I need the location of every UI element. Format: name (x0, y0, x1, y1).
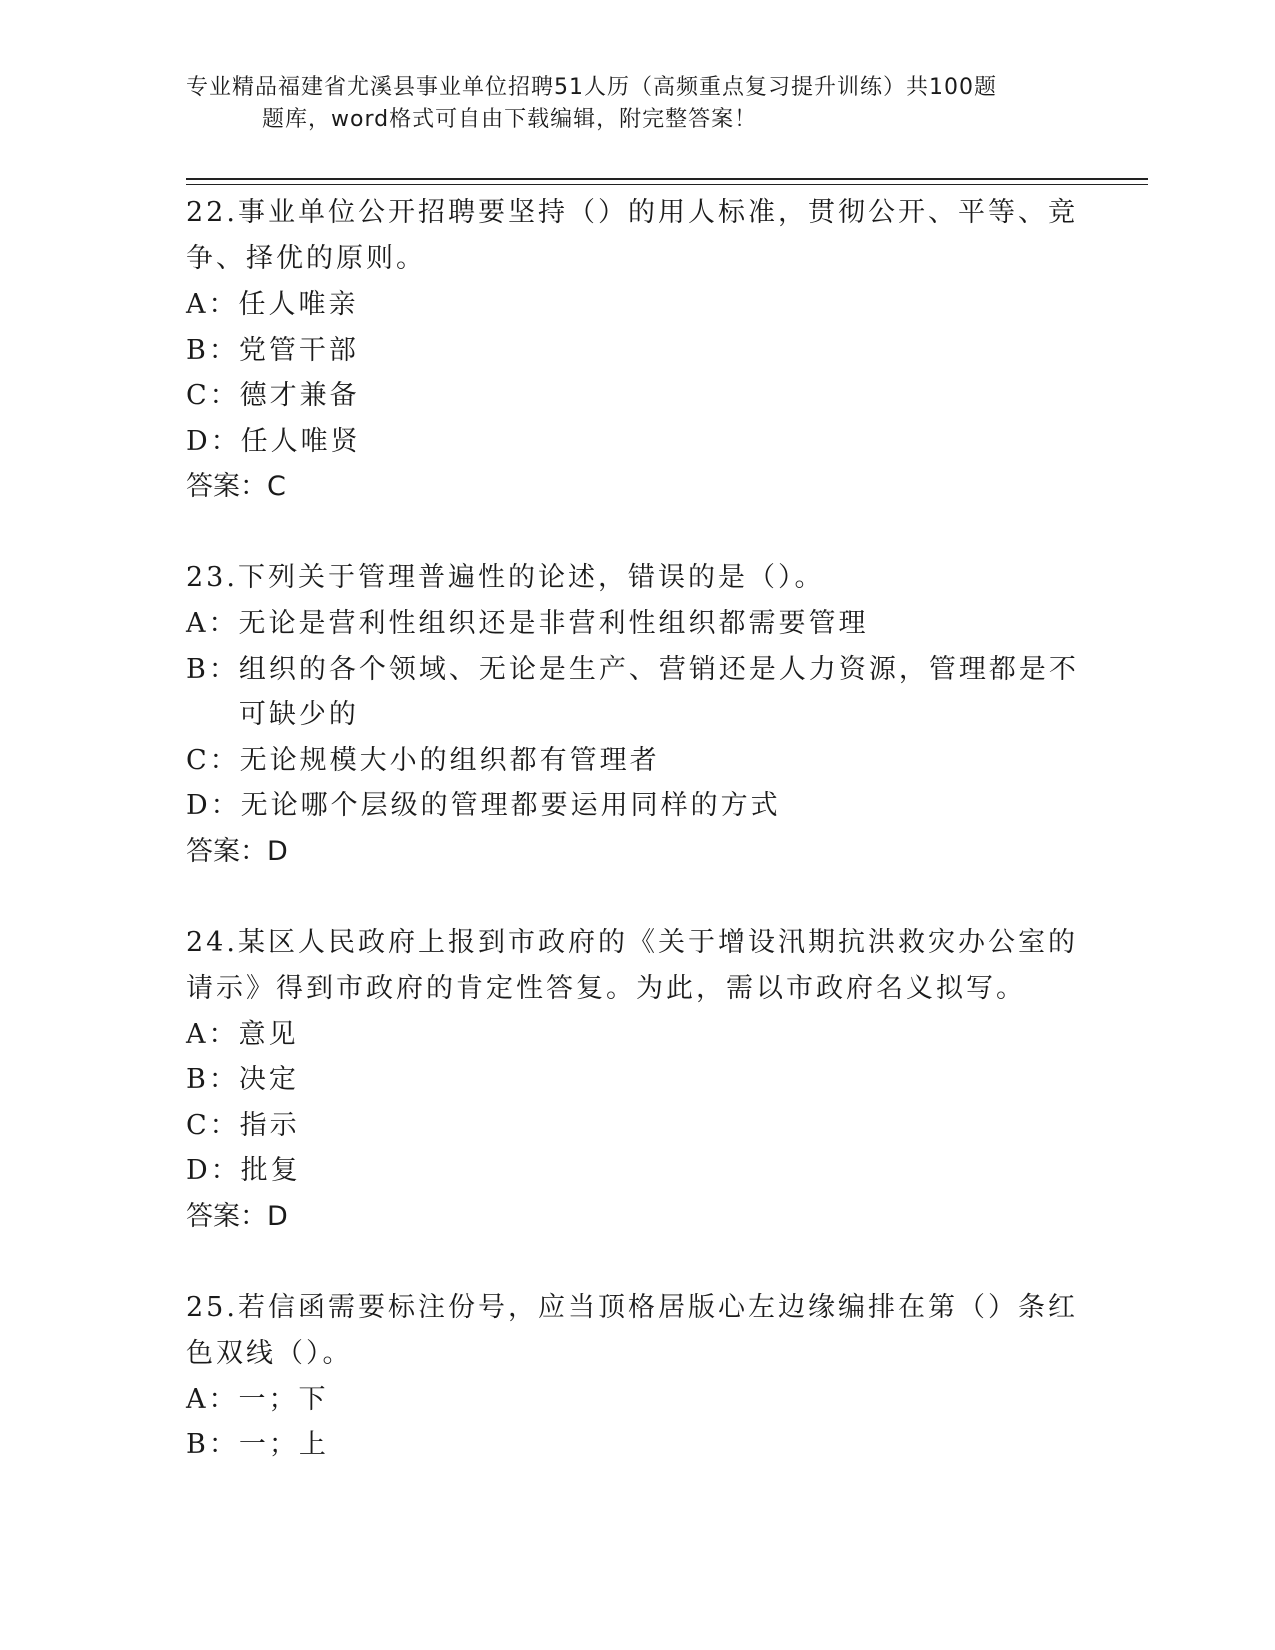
option-key: A： (186, 1383, 239, 1415)
option-text: 意见 (238, 1018, 299, 1050)
question-25 (186, 1285, 1086, 1468)
option-a (186, 282, 1086, 328)
question-stem: 22.事业单位公开招聘要坚持（）的用人标准，贯彻公开、平等、竞争、择优的原则。 (186, 197, 1078, 274)
option-a (186, 1012, 1086, 1058)
option-d (186, 419, 1086, 465)
option-text: 任人唯贤 (240, 425, 361, 457)
option-text: 任人唯亲 (238, 289, 359, 320)
question-23 (186, 555, 1086, 875)
answer-line: 答案：D (186, 835, 288, 867)
option-key: A： (186, 1018, 239, 1050)
option-key: B： (186, 1429, 239, 1460)
answer-line: 答案：C (186, 471, 286, 502)
question-stem: 23.下列关于管理普遍性的论述，错误的是（）。 (186, 562, 825, 593)
question-stem: 25.若信函需要标注份号，应当顶格居版心左边缘编排在第（）条红色双线（）。 (186, 1291, 1078, 1369)
question-list (186, 190, 1086, 1513)
option-text: 批复 (240, 1155, 301, 1186)
option-text: 无论规模大小的组织都有管理者 (239, 744, 660, 776)
option-key: B： (186, 334, 239, 366)
option-key: C： (186, 744, 240, 776)
answer-line: 答案：D (186, 1200, 288, 1232)
option-text: 党管干部 (238, 334, 359, 366)
option-b (186, 328, 1086, 374)
header-title-line2: 题库，word格式可自由下载编辑，附完整答案！ (262, 107, 758, 132)
option-d (186, 783, 1086, 829)
option-key: C： (186, 380, 240, 411)
option-text: 一；下 (238, 1383, 329, 1415)
option-key: A： (186, 608, 239, 639)
option-text: 一；上 (238, 1429, 329, 1460)
option-a (186, 601, 1086, 647)
option-key: D： (186, 790, 241, 821)
option-text: 决定 (238, 1064, 299, 1095)
option-text: 组织的各个领域、无论是生产、营销还是人力资源，管理都是不可缺少的 (238, 653, 1079, 730)
option-key: D： (186, 425, 241, 457)
option-key: C： (186, 1109, 240, 1141)
option-key: B： (186, 653, 239, 685)
option-text: 无论是营利性组织还是非营利性组织都需要管理 (238, 608, 869, 639)
option-d (186, 1148, 1086, 1194)
option-c (186, 738, 1086, 784)
option-c (186, 1103, 1086, 1149)
option-key: D： (186, 1155, 241, 1186)
question-stem: 24.某区人民政府上报到市政府的《关于增设汛期抗洪救灾办公室的请示》得到市政府的肯定性答复。为此，需以市政府名义拟写。 (186, 926, 1078, 1004)
option-b (186, 1057, 1086, 1103)
option-a (186, 1377, 1086, 1423)
question-22 (186, 190, 1086, 510)
option-c (186, 373, 1086, 419)
document-header (186, 72, 1086, 136)
option-b (186, 647, 1086, 738)
option-text: 无论哪个层级的管理都要运用同样的方式 (240, 790, 781, 821)
question-24 (186, 920, 1086, 1240)
option-b (186, 1422, 1086, 1468)
option-text: 指示 (239, 1109, 300, 1141)
option-key: A： (186, 289, 239, 320)
option-text: 德才兼备 (239, 380, 360, 411)
header-title-line1: 专业精品福建省尤溪县事业单位招聘51人历（高频重点复习提升训练）共100题 (186, 75, 997, 100)
header-rule-thick (186, 178, 1148, 180)
header-rule-thin (186, 184, 1148, 185)
option-key: B： (186, 1064, 239, 1095)
